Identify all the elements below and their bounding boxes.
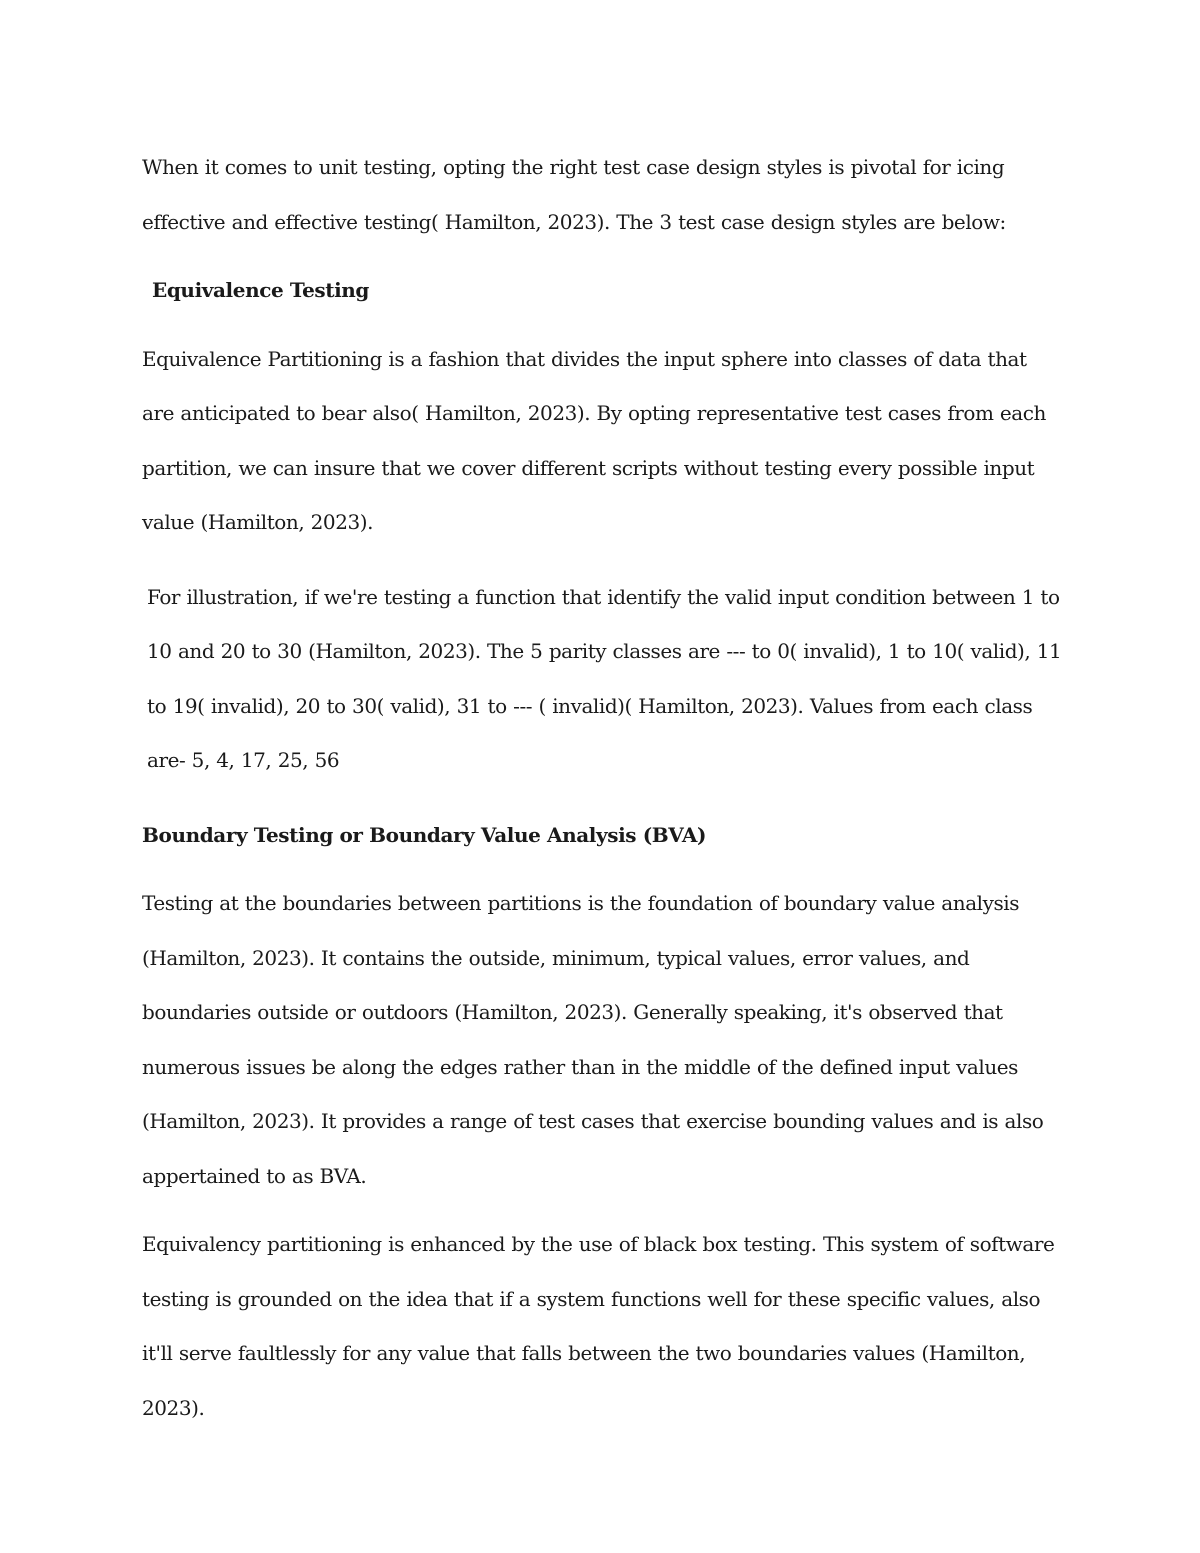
spacer [142, 862, 1062, 876]
equivalence-testing-heading: Equivalence Testing [152, 278, 370, 302]
equivalence-paragraph-1: Equivalence Partitioning is a fashion that divides the input sphere into classes of data that are anticipated to bear also( Hamilton, 2023). By opting representative test cases from each partition, we can insure that we cover different scripts without testing every possible input value (Hamilton, 2023). [142, 346, 1046, 534]
spacer [142, 318, 1062, 332]
spacer [142, 1203, 1062, 1217]
intro-paragraph: When it comes to unit testing, opting the right test case design styles is pivotal for icing effective and effective testing( Hamilton, 2023). The 3 test case design styles are below: [142, 155, 1006, 234]
document-body [142, 140, 1062, 1435]
boundary-paragraph-2: Equivalency partitioning is enhanced by the use of black box testing. This system of software testing is grounded on the idea that if a system functions well for these specific values, also it'll serve faultlessly for any value that falls between the two boundaries values (Hamilton, 2023). [142, 1232, 1055, 1420]
spacer [142, 249, 1062, 263]
spacer [142, 550, 1062, 570]
boundary-testing-heading: Boundary Testing or Boundary Value Analysis (BVA) [142, 822, 707, 847]
equivalence-paragraph-2: For illustration, if we're testing a function that identify the valid input condition between 1 to 10 and 20 to 30 (Hamilton, 2023). The 5 parity classes are --- to 0( invalid), 1 to 10( valid), 11 to 19( invalid), 20 to 30( valid), 31 to --- ( invalid)( Hamilton, 2023). Values from each class are- 5, 4, 17, 25, 56 [147, 584, 1062, 772]
boundary-paragraph-1: Testing at the boundaries between partitions is the foundation of boundary value analysis (Hamilton, 2023). It contains the outside, minimum, typical values, error values, and boundaries outside or outdoors (Hamilton, 2023). Generally speaking, it's observed that numerous issues be along the edges rather than in the middle of the defined input values (Hamilton, 2023). It provides a range of test cases that exercise bounding values and is also appertained to as BVA. [142, 891, 1044, 1188]
spacer [142, 788, 1062, 808]
